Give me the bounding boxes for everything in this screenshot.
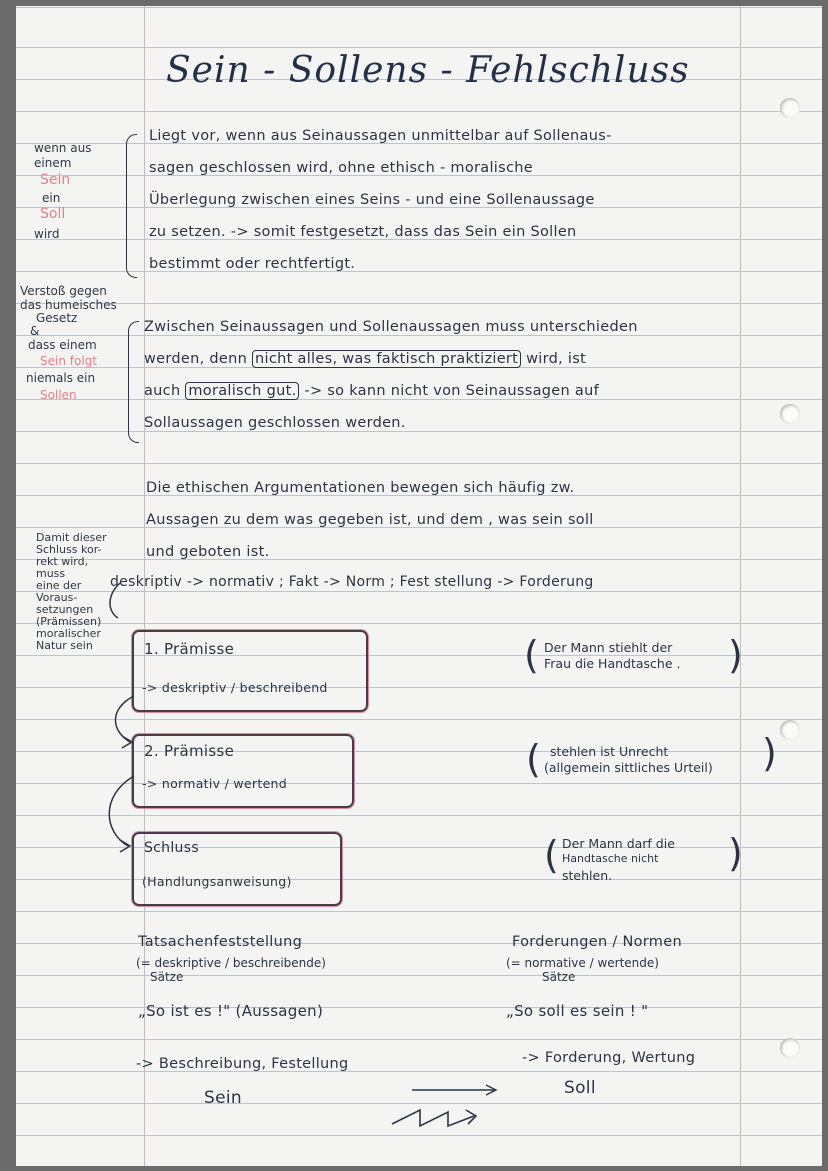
comparison-left-saetze: Sätze	[150, 970, 184, 984]
boxed-phrase: nicht alles, was faktisch praktiziert	[252, 350, 521, 368]
comparison-right-saetze: Sätze	[542, 970, 576, 984]
side-note: ein	[42, 191, 61, 205]
side-note: Schluss kor-	[36, 543, 102, 556]
parenthesis: (	[544, 833, 559, 877]
comparison-right-paren: (= normative / wertende)	[506, 956, 659, 970]
side-note: einem	[34, 156, 72, 170]
comparison-right-quote: „So soll es sein ! "	[506, 1002, 649, 1020]
side-note-highlight: Soll	[40, 206, 66, 222]
text-fragment: wird, ist	[526, 351, 587, 367]
side-note: Gesetz	[36, 311, 78, 325]
parenthesis: )	[728, 831, 743, 875]
notebook-page	[16, 6, 822, 1166]
side-note: moralischer	[36, 627, 101, 640]
text-fragment: -> so kann nicht von Seinaussagen auf	[304, 383, 599, 399]
side-note-highlight: Sollen	[40, 388, 77, 402]
example-text: (allgemein sittliches Urteil)	[544, 760, 713, 775]
text-line: Die ethischen Argumentationen bewegen sich häufig zw.	[146, 480, 575, 496]
comparison-right-title: Forderungen / Normen	[512, 934, 682, 950]
comparison-right-word: Soll	[564, 1078, 596, 1098]
text-line: Zwischen Seinaussagen und Sollenaussagen muss unterschieden	[144, 319, 638, 335]
text-line: und geboten ist.	[146, 544, 270, 560]
comparison-right-desc: -> Forderung, Wertung	[522, 1050, 696, 1066]
example-text: Handtasche nicht	[562, 852, 659, 865]
parenthesis: (	[526, 737, 541, 781]
side-note: das humeisches	[20, 298, 117, 312]
side-note-highlight: Sein	[40, 172, 71, 188]
side-note: Voraus-	[36, 591, 78, 604]
side-note: &	[30, 324, 40, 338]
parenthesis: )	[728, 633, 743, 677]
premise-1-title: 1. Prämisse	[144, 640, 235, 658]
side-note: wenn aus	[34, 141, 92, 155]
side-note: rekt wird,	[36, 555, 89, 568]
arrow-path	[115, 696, 134, 742]
example-text: Frau die Handtasche .	[544, 656, 681, 671]
side-note: (Prämissen)	[36, 615, 102, 628]
comparison-left-desc: -> Beschreibung, Festellung	[136, 1056, 349, 1072]
side-note: dass einem	[28, 338, 97, 352]
text-line: zu setzen. -> somit festgesetzt, dass das Sein ein Sollen	[149, 224, 577, 240]
conclusion-sub: (Handlungsanweisung)	[142, 874, 292, 889]
page-title: Sein - Sollens - Fehlschluss	[166, 50, 690, 91]
side-note: setzungen	[36, 603, 94, 616]
arrow-path	[110, 583, 120, 618]
example-text: Der Mann stiehlt der	[544, 640, 673, 655]
side-note: Natur sein	[36, 639, 93, 652]
premise-2-sub: -> normativ / wertend	[142, 776, 288, 791]
parenthesis: (	[524, 633, 539, 677]
comparison-left-quote: „So ist es !" (Aussagen)	[138, 1002, 324, 1020]
comparison-left-word: Sein	[204, 1088, 242, 1108]
comparison-left-paren: (= deskriptive / beschreibende)	[136, 956, 326, 970]
text-fragment: werden, denn	[144, 351, 248, 367]
text-line: Überlegung zwischen eines Seins - und eine Sollenaussage	[149, 192, 595, 208]
text-line: bestimmt oder rechtfertigt.	[149, 256, 356, 272]
boxed-phrase: moralisch gut.	[185, 382, 299, 400]
side-note: wird	[34, 227, 60, 241]
example-text: stehlen ist Unrecht	[550, 744, 669, 759]
arrow-path	[109, 776, 134, 846]
parenthesis: )	[762, 731, 777, 775]
side-note-highlight: Sein folgt	[40, 354, 97, 368]
conclusion-title: Schluss	[144, 840, 199, 856]
premise-2-title: 2. Prämisse	[144, 742, 235, 760]
text-line: Sollaussagen geschlossen werden.	[144, 415, 406, 431]
side-note: niemals ein	[26, 371, 96, 385]
text-line: sagen geschlossen wird, ohne ethisch - moralische	[149, 160, 533, 176]
lightning-icon	[392, 1110, 474, 1126]
chain-line: deskriptiv -> normativ ; Fakt -> Norm ; Fest stellung -> Forderung	[110, 574, 594, 590]
side-note: Verstoß gegen	[20, 284, 107, 298]
text-line: Liegt vor, wenn aus Seinaussagen unmittelbar auf Sollenaus-	[149, 128, 612, 144]
text-line: Aussagen zu dem was gegeben ist, und dem , was sein soll	[146, 512, 594, 528]
example-text: stehlen.	[562, 868, 613, 883]
side-note: eine der	[36, 579, 82, 592]
connector-arrows	[16, 6, 822, 1166]
side-note: muss	[36, 567, 66, 580]
side-note: Damit dieser	[36, 531, 107, 544]
premise-1-sub: -> deskriptiv / beschreibend	[142, 680, 328, 695]
example-text: Der Mann darf die	[562, 836, 675, 851]
text-fragment: auch	[144, 383, 181, 399]
comparison-left-title: Tatsachenfeststellung	[138, 934, 303, 950]
